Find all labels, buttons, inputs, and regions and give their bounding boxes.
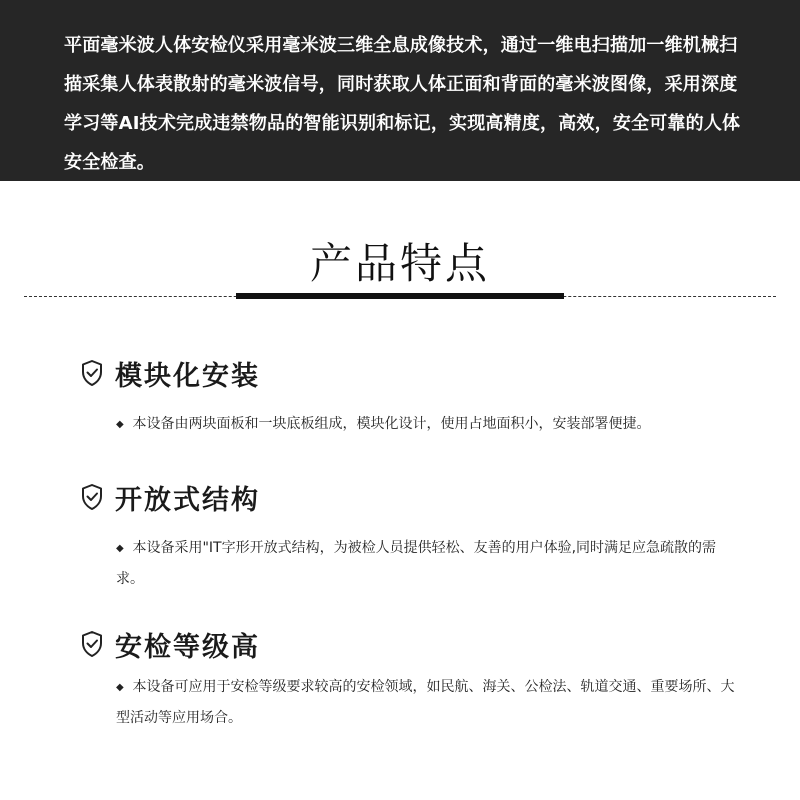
feature-description (80, 672, 740, 733)
feature-header (80, 479, 740, 515)
feature-header (80, 355, 740, 391)
feature-modular-install (80, 355, 740, 440)
feature-title: 开放式结构 (115, 484, 260, 516)
shield-check-icon (80, 630, 104, 658)
feature-title: 安检等级高 (115, 631, 260, 663)
feature-title: 模块化安装 (115, 360, 260, 392)
feature-description (80, 409, 740, 440)
feature-description-text: 本设备可应用于安检等级要求较高的安检领域，如民航、海关、公检法、轨道交通、重要场所、大型活动等应用场合。 (116, 679, 735, 726)
feature-high-security-level (80, 626, 740, 733)
feature-open-structure (80, 479, 740, 594)
intro-banner (0, 0, 800, 181)
bullet-diamond-icon: ◆ (116, 682, 124, 693)
section-title-underline (236, 293, 564, 299)
section-title: 产品特点 (309, 239, 490, 288)
shield-check-icon (80, 483, 104, 511)
feature-header (80, 626, 740, 662)
feature-description-text: 本设备由两块面板和一块底板组成，模块化设计，使用占地面积小，安装部署便捷。 (132, 416, 651, 432)
feature-description (80, 533, 740, 594)
intro-text: 平面毫米波人体安检仪采用毫米波三维全息成像技术，通过一维电扫描加一维机械扫描采集人体表散射的毫米波信号，同时获取人体正面和背面的毫米波图像，采用深度学习等AI技术完成违禁物品的智能识别和标记，实现高精度，高效，安全可靠的人体安全检查。 (64, 35, 741, 173)
bullet-diamond-icon: ◆ (116, 419, 124, 430)
bullet-diamond-icon: ◆ (116, 543, 124, 554)
shield-check-icon (80, 359, 104, 387)
feature-description-text: 本设备采用"IT字形开放式结构，为被检人员提供轻松、友善的用户体验,同时满足应急疏散的需求。 (116, 540, 717, 587)
